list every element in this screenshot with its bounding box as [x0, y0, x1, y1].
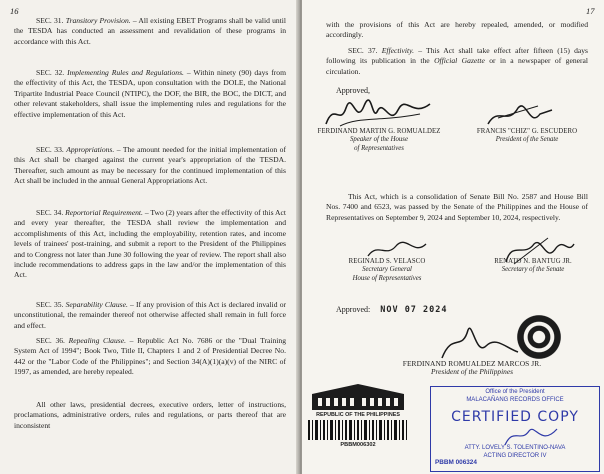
section-number: SEC. 36.	[36, 336, 65, 345]
page-number-left: 16	[10, 6, 19, 16]
secretary-general-name: REGINALD S. VELASCO	[348, 258, 426, 265]
section-title: Transitory Provision.	[65, 16, 131, 25]
right-page	[302, 0, 604, 474]
president-name: FERDINAND ROMUALDEZ MARCOS JR.	[402, 359, 542, 368]
stamp-certified-copy: CERTIFIED COPY	[451, 409, 579, 425]
senate-president-signature	[478, 98, 558, 132]
section-text: – If any provision of this Act is declared invalid or unconstitutional, the remainder thereof not otherwise affected shall remain in full force and effect.	[14, 300, 287, 330]
speaker-title-2: of Representatives	[354, 144, 404, 152]
signatory-secretary-general	[322, 258, 452, 283]
president-title: President of the Philippines	[430, 367, 514, 377]
section-title: Implementing Rules and Regulations.	[67, 68, 184, 77]
section-text: – Within ninety (90) days from the effectivity of this Act, the TESDA, upon consultation with the DOLE, the National Tripartite Industrial Peace Council (NTIPC), the DOF, the BIR, the BOC, the DICT, and other relevant stakeholders, shall issue the implementing rules and regulations for the effective implementation of this Act.	[14, 68, 286, 119]
section-text: – All existing EBET Programs shall be valid until the TESDA has conducted an assessment and revalidation of these programs in accordance with this Act.	[14, 16, 286, 46]
section-number: SEC. 31.	[36, 16, 64, 25]
section-title: Appropriations.	[66, 145, 115, 154]
section-number: SEC. 34.	[36, 208, 64, 217]
section-36	[14, 336, 286, 378]
barcode-block	[306, 384, 410, 458]
approved-date-label: Approved:	[336, 305, 371, 314]
section-31	[14, 16, 286, 47]
barcode-number: PBBM006302	[340, 442, 376, 448]
other-laws-paragraph	[14, 400, 286, 431]
senate-president-title: President of the Senate	[495, 136, 559, 144]
stamp-position: ACTING DIRECTOR IV	[483, 453, 547, 459]
approved-label: Approved,	[336, 86, 370, 95]
senate-president-name: FRANCIS "CHIZ" G. ESCUDERO	[476, 128, 578, 135]
section-35	[14, 300, 286, 331]
section-text: – Republic Act No. 7686 or the "Dual Training System Act of 1994"; Book Two, Title II, Chapters 1 and 2 of Presidential Decree No. 442 or the "Labor Code of the Philippines"; and Section 34(A)(1)(a)(v) of the NIRC of 1997, as amended, are hereby repealed.	[14, 336, 287, 377]
stamp-officer: ATTY. LOVELY S. TOLENTINO-NAVA	[464, 445, 566, 451]
consolidation-paragraph: This Act, which is a consolidation of Senate Bill No. 2587 and House Bill Nos. 7400 and 6523, was passed by the Senate of the Philippines and the House of Representatives on September 9, 2024 and September 10, 2024, respectively.	[326, 192, 588, 222]
barcode	[306, 420, 410, 440]
section-title: Reportorial Requirement.	[65, 208, 143, 217]
section-number: SEC. 37.	[348, 46, 378, 55]
section-title: Repealing Clause.	[68, 336, 127, 345]
section-text: – Two (2) years after the effectivity of this Act and every year thereafter, the TESDA shall review the implementation and accomplishments of this Act, including the employability, retention rates, and income levels of trainees' post-training, and submit a report to the President of the Philippines and to Congress not later than June 30 following the year of review. The report shall also include recommendations to address gaps in the law and/or the implementation of this Act.	[14, 208, 286, 280]
malacanang-building-icon	[306, 384, 410, 412]
signatory-senate-secretary	[468, 258, 598, 275]
paragraph-text: All other laws, presidential decrees, executive orders, letter of instructions, proclamations, administrative orders, rules and regulations, or parts thereof that are inconsistent	[14, 400, 286, 430]
secretary-general-title-2: House of Representatives	[352, 274, 422, 282]
presidential-seal	[516, 314, 562, 360]
section-text-end: or in a newspaper of general circulation.	[326, 56, 588, 76]
stamp-control-number: PBBM 006324	[435, 459, 477, 466]
senate-secretary-name: RENATO N. BANTUG JR.	[494, 258, 572, 265]
section-title: Separability Clause.	[65, 300, 128, 309]
section-text: – The amount needed for the initial implementation of this Act shall be charged against the current year's appropriation of the TESDA. Thereafter, such amount as may be necessary for the continued implementation of this Act shall be included in the annual General Appropriations Act.	[14, 145, 286, 186]
secretary-general-title: Secretary General	[362, 266, 412, 274]
page-number-right: 17	[586, 6, 595, 16]
section-number: SEC. 33.	[36, 145, 64, 154]
signatory-president	[372, 360, 572, 377]
continuation-paragraph: with the provisions of this Act are hereby repealed, amended, or modified accordingly.	[326, 20, 588, 40]
approved-date-row	[336, 305, 448, 315]
section-title: Effectivity.	[381, 46, 414, 55]
speaker-signature	[320, 96, 440, 132]
speaker-name: FERDINAND MARTIN G. ROMUALDEZ	[317, 128, 441, 135]
president-signature	[432, 322, 522, 362]
section-37	[326, 46, 588, 77]
senate-secretary-title: Secretary of the Senate	[501, 266, 565, 274]
barcode-label: REPUBLIC OF THE PHILIPPINES	[316, 412, 400, 418]
certified-copy-stamp	[430, 386, 600, 472]
section-number: SEC. 32.	[36, 68, 65, 77]
stamp-office: Office of the President	[485, 389, 545, 395]
approved-date-stamp: NOV 07 2024	[380, 305, 448, 315]
section-text: – This Act shall take effect after fifteen (15) days following its publication in the	[326, 46, 589, 66]
signatory-speaker	[304, 128, 454, 153]
section-32	[14, 68, 286, 120]
gazette-name: Official Gazette	[434, 56, 485, 66]
speaker-title: Speaker of the House	[350, 136, 408, 144]
left-page	[0, 0, 300, 474]
section-33	[14, 145, 286, 187]
signatory-senate-president	[452, 128, 602, 145]
section-number: SEC. 35.	[36, 300, 64, 309]
section-34	[14, 208, 286, 281]
stamp-records-office: MALACAÑANG RECORDS OFFICE	[466, 397, 564, 403]
